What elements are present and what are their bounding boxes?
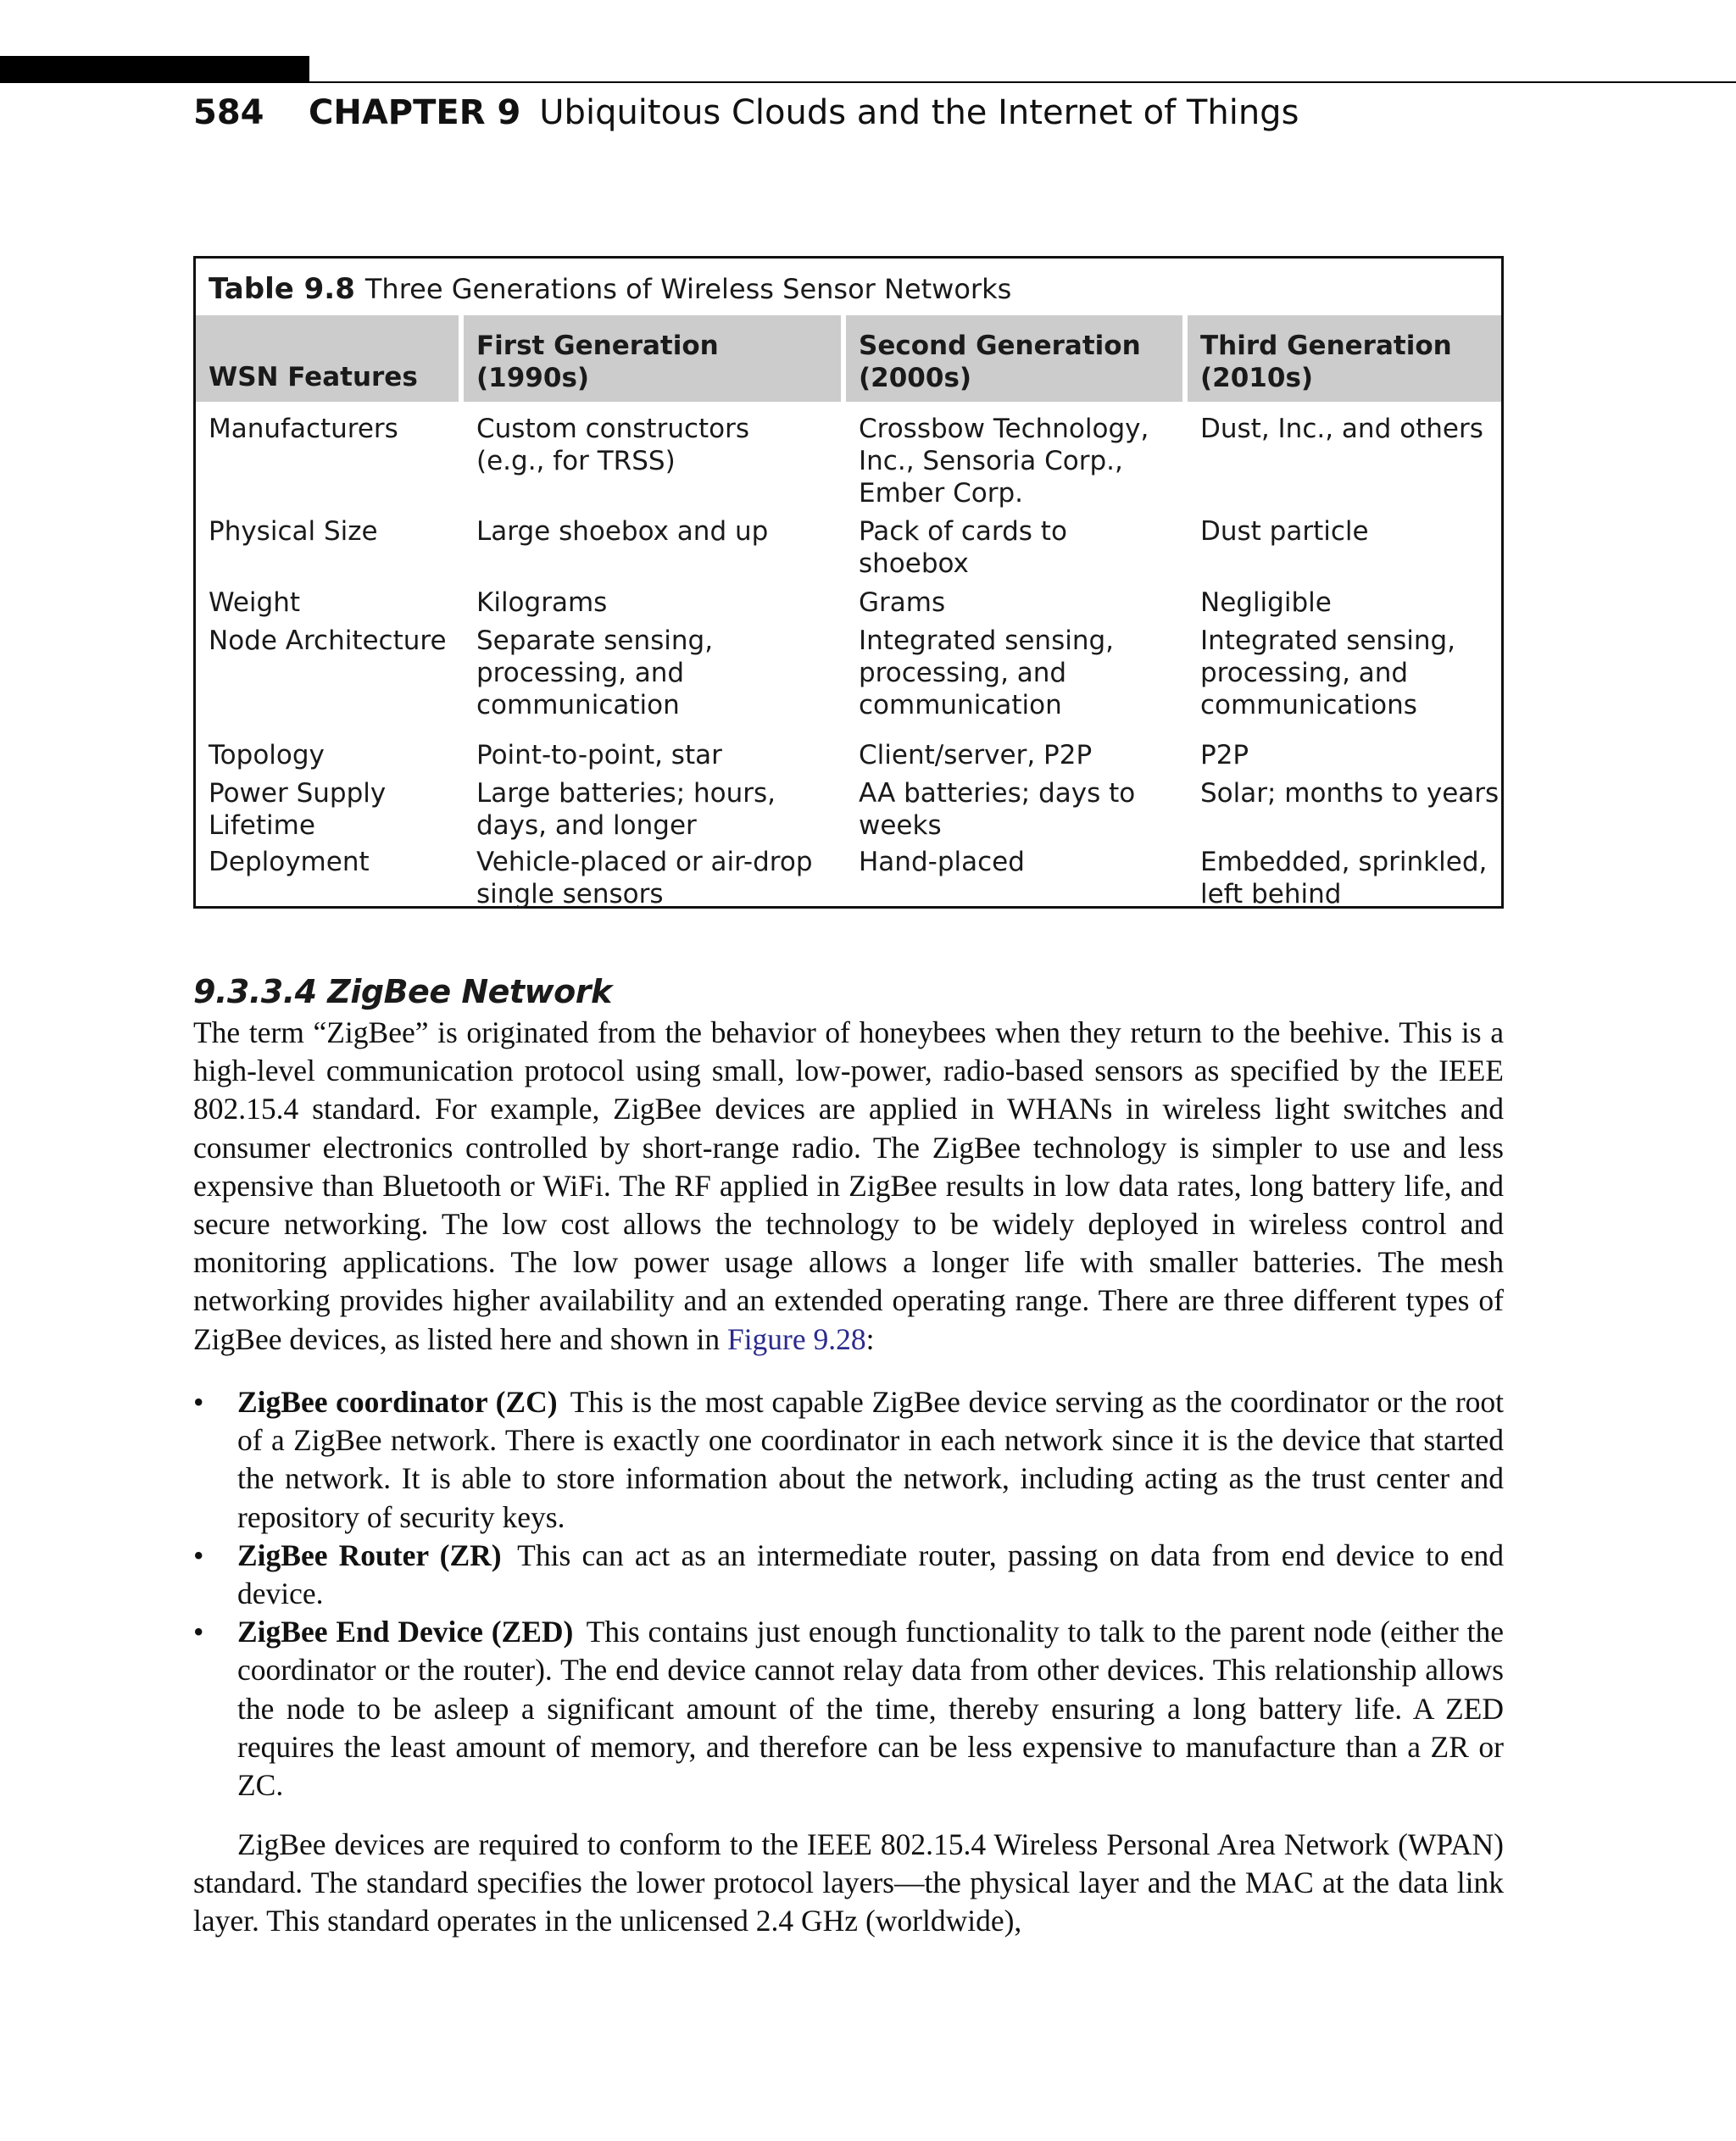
table-cell: AA batteries; days to weeks — [859, 778, 1136, 841]
table-row-header-cell: Deployment — [209, 847, 370, 877]
table-cell: Solar; months to years — [1200, 778, 1500, 809]
list-item-text: This is the most capable ZigBee device serving as the coordinator or the root of a ZigBee network. There is exactly one coordinator in each network since it is the device that started the network. It is able to store information about the network, including acting as the trust center and repository of security keys. — [237, 1385, 1505, 1534]
table-cell: Pack of cards to shoebox — [859, 516, 1067, 579]
table-row-header-cell: Topology — [209, 740, 325, 770]
table-caption — [209, 272, 1011, 306]
bullet-marker: • — [193, 1385, 204, 1419]
table-cell: Point-to-point, star — [476, 740, 722, 770]
zigbee-device-types-list — [193, 1383, 1504, 1805]
table-row-header-cell: Power Supply Lifetime — [209, 778, 387, 841]
column-header-period: (2010s) — [1200, 363, 1314, 393]
table-cell: Kilograms — [476, 587, 608, 618]
table-row-header-cell: Weight — [209, 587, 301, 618]
list-item-text: This contains just enough functionality to talk to the parent node (either the coordinator or the router). The end device cannot relay data from other devices. This relationship allows the node to be asleep a significant amount of the time, thereby ensuring a long battery life. A ZED requires the least amount of memory, and therefore can be less expensive to manufacture than a ZR or ZC. — [237, 1615, 1504, 1803]
body-paragraph — [193, 1014, 1504, 1359]
table-caption-label: Table 9.8 — [209, 272, 355, 306]
running-header — [193, 93, 1299, 141]
page-number: 584 — [193, 93, 264, 132]
table-cell: Client/server, P2P — [859, 740, 1093, 770]
list-item-term: ZigBee End Device (ZED) — [237, 1615, 574, 1649]
table-row-header-cell: Node Architecture — [209, 626, 447, 656]
list-item-term: ZigBee Router (ZR) — [237, 1538, 502, 1572]
figure-reference-link[interactable]: Figure 9.28 — [726, 1321, 866, 1356]
column-header-period: (2000s) — [859, 363, 972, 393]
list-item — [193, 1613, 1504, 1805]
header-black-bar — [0, 56, 309, 83]
header-rule — [309, 81, 1736, 83]
column-header — [196, 315, 459, 402]
chapter-label: CHAPTER 9 — [309, 93, 521, 132]
table-cell: Grams — [859, 587, 946, 618]
list-item — [193, 1383, 1504, 1537]
table-cell: Embedded, sprinkled, left behind — [1200, 847, 1488, 909]
table-row-header-cell: Manufacturers — [209, 414, 398, 444]
table-caption-text: Three Generations of Wireless Sensor Networks — [364, 273, 1012, 305]
column-header — [1188, 315, 1501, 402]
table-cell: Crossbow Technology, Inc., Sensoria Corp., Ember Corp. — [859, 414, 1149, 509]
bullet-marker: • — [193, 1538, 204, 1572]
chapter-title: Ubiquitous Clouds and the Internet of Things — [539, 93, 1299, 132]
body-paragraph: ZigBee devices are required to conform to the IEEE 802.15.4 Wireless Personal Area Network (WPAN) standard. The standard specifies the lower protocol layers—the physical layer and the MAC at the data link layer. This standard operates in the unlicensed 2.4 GHz (worldwide), — [193, 1827, 1504, 1938]
table-cell: Dust particle — [1200, 516, 1369, 547]
section-heading: 9.3.3.4 ZigBee Network — [193, 973, 612, 1010]
table-cell: Separate sensing, processing, and communication — [476, 626, 714, 720]
list-item-term: ZigBee coordinator (ZC) — [237, 1385, 558, 1419]
table-cell: Custom constructors (e.g., for TRSS) — [476, 414, 750, 476]
table-cell: Vehicle-placed or air-drop single sensors — [476, 847, 813, 909]
table-cell: Integrated sensing, processing, and communications — [1200, 626, 1456, 720]
list-item-text: This can act as an intermediate router, passing on data from end device to end device. — [237, 1538, 1505, 1611]
paragraph-tail: : — [865, 1321, 875, 1356]
column-header-label: WSN Features — [209, 362, 418, 392]
table-cell: P2P — [1200, 740, 1249, 770]
column-header-label: First Generation — [476, 331, 719, 361]
table-header-row — [196, 315, 1501, 402]
table-cell: Negligible — [1200, 587, 1332, 618]
table-cell: Integrated sensing, processing, and communication — [859, 626, 1115, 720]
column-header — [846, 315, 1182, 402]
column-header — [464, 315, 841, 402]
column-header-label: Third Generation — [1200, 331, 1452, 361]
list-item — [193, 1537, 1504, 1613]
table-cell: Dust, Inc., and others — [1200, 414, 1483, 444]
table-row-header-cell: Physical Size — [209, 516, 378, 547]
column-header-label: Second Generation — [859, 331, 1141, 361]
wsn-generations-table — [193, 256, 1504, 909]
bullet-marker: • — [193, 1615, 204, 1649]
table-cell: Hand-placed — [859, 847, 1025, 877]
column-header-period: (1990s) — [476, 363, 590, 393]
paragraph-text: The term “ZigBee” is originated from the behavior of honeybees when they return to the beehive. This is a high-level communication protocol using small, low-power, radio-based sensors as specified by the IEEE 802.15.4 standard. For example, ZigBee devices are applied in WHANs in wireless light switches and consumer electronics controlled by short-range radio. The ZigBee technology is simpler to use and less expensive than Bluetooth or WiFi. The RF applied in ZigBee results in low data rates, long battery life, and secure networking. The low cost allows the technology to be widely deployed in wireless control and monitoring applications. The low power usage allows a longer life with smaller batteries. The mesh networking provides higher availability and an extended operating range. There are three different types of ZigBee devices, as listed here and shown in — [193, 1015, 1504, 1356]
table-cell: Large batteries; hours, days, and longer — [476, 778, 776, 841]
table-cell: Large shoebox and up — [476, 516, 769, 547]
